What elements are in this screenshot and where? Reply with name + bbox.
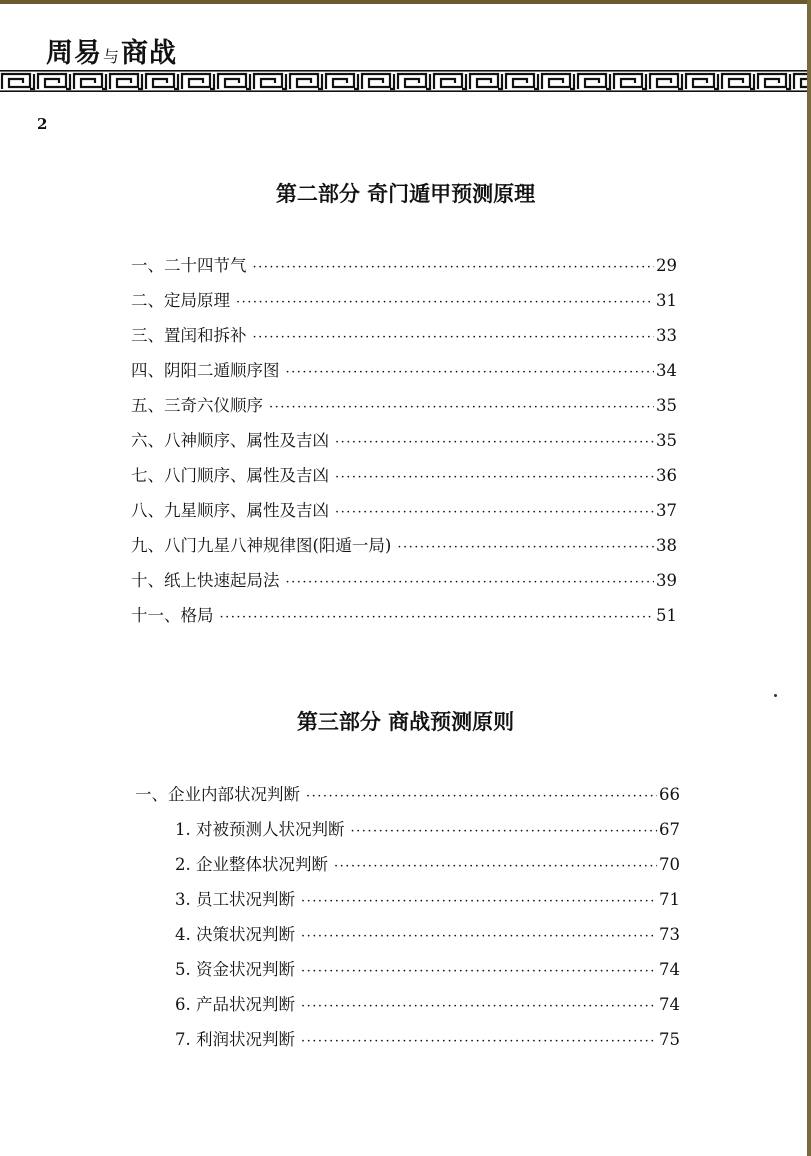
- section-title-part2: 第二部分 奇门遁甲预测原理: [275, 181, 536, 206]
- toc-entry-page: 33: [656, 326, 677, 345]
- toc-entry-label: 2. 企业整体状况判断: [175, 855, 328, 874]
- toc-leader-dots: [286, 355, 655, 390]
- book-title-part1: 周易: [46, 38, 102, 69]
- toc-entry-label: 五、三奇六仪顺序: [131, 396, 263, 415]
- toc-entry[interactable]: [131, 353, 677, 388]
- toc-entry[interactable]: [131, 598, 677, 633]
- toc-leader-dots: [306, 779, 657, 814]
- toc-entry-label: 7. 利润状况判断: [175, 1030, 295, 1049]
- toc-subentry[interactable]: [175, 847, 680, 882]
- toc-entry[interactable]: [131, 423, 677, 458]
- toc-entry[interactable]: [131, 528, 677, 563]
- toc-entry-label: 4. 决策状况判断: [175, 925, 295, 944]
- toc-entry-page: 73: [659, 925, 680, 944]
- toc-entry-page: 31: [656, 291, 677, 310]
- toc-subentry[interactable]: [175, 812, 680, 847]
- toc-leader-dots: [335, 425, 654, 460]
- toc-entry[interactable]: [131, 563, 677, 598]
- toc-entry-label: 5. 资金状况判断: [175, 960, 295, 979]
- toc-entry-page: 37: [656, 501, 677, 520]
- toc-entry-page: 35: [656, 431, 677, 450]
- toc-leader-dots: [351, 814, 658, 849]
- book-title-connector: 与: [103, 47, 121, 66]
- toc-leader-dots: [236, 285, 654, 320]
- toc-leader-dots: [269, 390, 654, 425]
- toc-entry-label: 十一、格局: [131, 606, 214, 625]
- toc-entry-label: 八、九星顺序、属性及吉凶: [131, 501, 329, 520]
- toc-entry-label: 三、置闰和拆补: [131, 326, 247, 345]
- toc-leader-dots: [220, 600, 655, 635]
- toc-entry-page: 29: [656, 256, 677, 275]
- toc-entry[interactable]: [131, 458, 677, 493]
- toc-entry-page: 38: [656, 536, 677, 555]
- toc-subentry[interactable]: [175, 952, 680, 987]
- toc-entry-page: 74: [659, 960, 680, 979]
- section-title-part3: 第三部分 商战预测原则: [296, 709, 515, 734]
- toc-leader-dots: [253, 320, 655, 355]
- scan-speck: [774, 694, 777, 697]
- toc-entry-label: 十、纸上快速起局法: [131, 571, 280, 590]
- page-right-border: [807, 0, 811, 1156]
- running-header-book-title: [46, 36, 246, 72]
- toc-entry-page: 70: [659, 855, 680, 874]
- toc-entry[interactable]: [131, 493, 677, 528]
- toc-entry-page: 35: [656, 396, 677, 415]
- toc-leader-dots: [301, 989, 657, 1024]
- toc-leader-dots: [334, 849, 657, 884]
- toc-entry-label: 七、八门顺序、属性及吉凶: [131, 466, 329, 485]
- page-top-border: [0, 0, 811, 4]
- toc-entry-page: 66: [659, 785, 680, 804]
- toc-leader-dots: [335, 460, 654, 495]
- toc-leader-dots: [301, 919, 657, 954]
- toc-entry-page: 75: [659, 1030, 680, 1049]
- toc-entry[interactable]: [131, 248, 677, 283]
- toc-leader-dots: [301, 884, 657, 919]
- toc-entry-label: 一、二十四节气: [131, 256, 247, 275]
- toc-entry-page: 74: [659, 995, 680, 1014]
- toc-leader-dots: [301, 1024, 657, 1059]
- toc-leader-dots: [397, 530, 654, 565]
- toc-entry-label: 3. 员工状况判断: [175, 890, 295, 909]
- toc-leader-dots: [253, 250, 655, 285]
- toc-leader-dots: [301, 954, 657, 989]
- toc-entry-page: 39: [656, 571, 677, 590]
- toc-entry[interactable]: [131, 283, 677, 318]
- toc-leader-dots: [335, 495, 654, 530]
- toc-entry-page: 34: [656, 361, 677, 380]
- toc-subentry[interactable]: [175, 1022, 680, 1057]
- toc-entry-label: 1. 对被预测人状况判断: [175, 820, 345, 839]
- toc-entry-label: 六、八神顺序、属性及吉凶: [131, 431, 329, 450]
- toc-entry[interactable]: [135, 777, 680, 812]
- toc-entry-label: 九、八门九星八神规律图(阳遁一局): [131, 536, 392, 555]
- toc-leader-dots: [286, 565, 655, 600]
- toc-entry-label: 四、阴阳二遁顺序图: [131, 361, 280, 380]
- toc-subentry[interactable]: [175, 987, 680, 1022]
- toc-entry-page: 51: [656, 606, 677, 625]
- toc-entry-label: 一、企业内部状况判断: [135, 785, 300, 804]
- toc-entry-page: 36: [656, 466, 677, 485]
- page-number: 2: [37, 115, 48, 133]
- toc-entry-label: 6. 产品状况判断: [175, 995, 295, 1014]
- book-title-part2: 商战: [121, 38, 178, 69]
- toc-entry[interactable]: [131, 318, 677, 353]
- toc-entry-page: 67: [659, 820, 680, 839]
- toc-entry-label: 二、定局原理: [131, 291, 230, 310]
- fret-pattern-border: [0, 70, 807, 92]
- toc-subentry[interactable]: [175, 882, 680, 917]
- toc-entry[interactable]: [131, 388, 677, 423]
- toc-entry-page: 71: [659, 890, 680, 909]
- toc-subentry[interactable]: [175, 917, 680, 952]
